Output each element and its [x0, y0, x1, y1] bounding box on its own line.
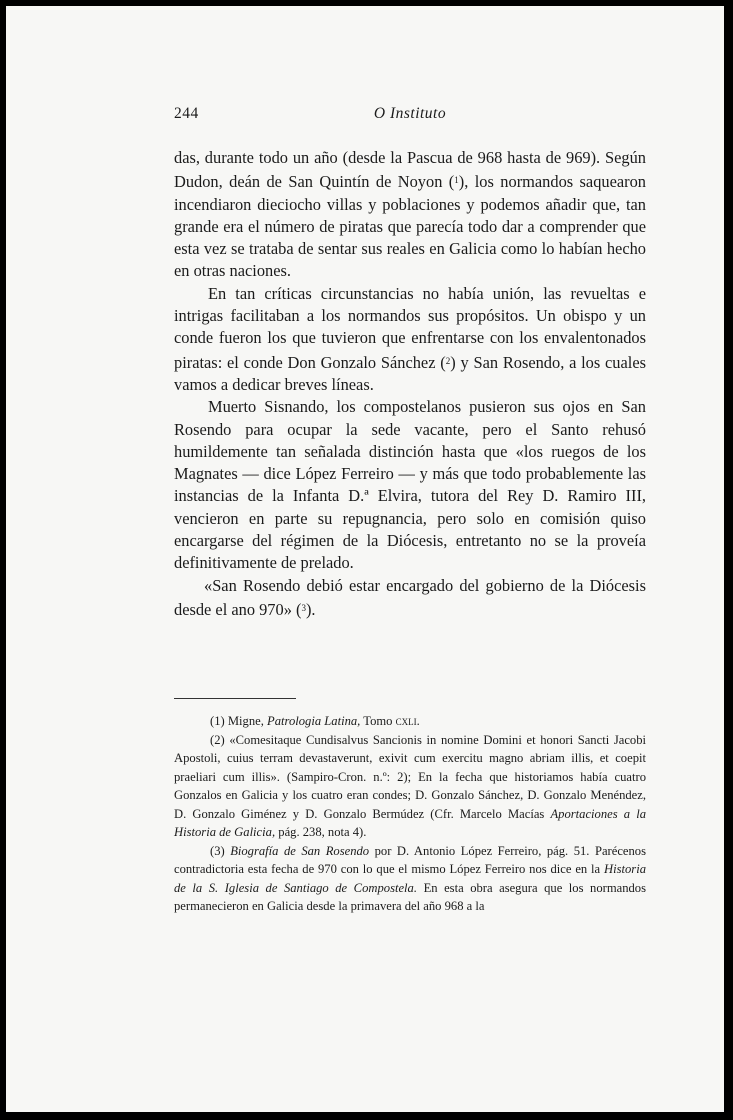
paragraph-3: Muerto Sisnando, los compostelanos pusieron sus ojos en San Rosendo para ocupar la sede vacante, pero el Santo rehusó humildemente tan señalada distinción hasta que «los ruegos de los Magnates — dice López Ferreiro — y más que todo probablemente las instancias de la Infanta D.ª Elvira, tutora del Rey D. Ramiro III, vencieron en parte su repugnancia, pero solo en comisión quiso encargarse del régimen de la Diócesis, entretanto no se la proveía definitivamente de prelado.	[174, 397, 646, 573]
footnote-separator	[174, 698, 296, 699]
paragraph-2: En tan críticas circunstancias no había unión, las revueltas e intrigas facilitaban a los normandos sus propósitos. Un obispo y un conde fueron los que tuvieron que enfrentarse con los envalentonados piratas: el conde Don Gonzalo Sánchez ($^2$) y San Rosendo, a los cuales vamos a dedicar breves líneas.	[174, 283, 646, 394]
footnote-mark: (3)	[210, 843, 225, 858]
footnotes	[174, 712, 646, 916]
footnote-1: (1) Migne, Patrologia Latina, Tomo cxli.	[210, 714, 420, 728]
footnote-2: (2) «Comesitaque Cundisalvus Sancionis in nomine Domini et honori Sancti Jacobi Apostoli, cuius terram devastaverunt, exivit cum exercitu magno abriam illis, et coepit praeliari cum illis». (Sampiro-Cron. n.º: 2); En la fecha que historiamos había cuatro Gonzalos en Galicia y los cuatro eran condes; D. Gonzalo Sánchez, D. Gonzalo Menéndez, D. Gonzalo Giménez y D. Gonzalo Bermúdez (Cfr. Marcelo Macías Aportaciones a la Historia de Galicia, pág. 238, nota 4).	[174, 732, 646, 839]
footnote-ref-3: 3	[301, 602, 306, 613]
footnote-ref-1: 1	[454, 175, 459, 186]
running-title: O Instituto	[373, 105, 447, 122]
paragraph-4: «San Rosendo debió estar encargado del gobierno de la Diócesis desde el ano 970» ($^3$).	[174, 575, 646, 619]
page-number: 244	[174, 105, 199, 122]
body-text	[174, 147, 646, 621]
footnote-mark: (1)	[210, 714, 225, 728]
footnote-3: (3) Biografía de San Rosendo por D. Antonio López Ferreiro, pág. 51. Parécenos contradictoria esta fecha de 970 con lo que el mismo López Ferreiro nos dice en la Historia de la S. Iglesia de Santiago de Compostela. En esta obra asegura que los normandos permanecieron en Galicia desde la primavera del año 968 a la	[174, 843, 647, 913]
running-header	[174, 105, 646, 125]
footnote-mark: (2)	[210, 732, 225, 747]
paragraph-1: das, durante todo un año (desde la Pascua de 968 hasta de 969). Según Dudon, deán de San Quintín de Noyon ($^1$), los normandos saquearon incendiaron dieciocho villas y poblaciones y podemos añadir que, tan grande era el número de piratas que parecía todo dar a comprender que esta vez se trataba de sentar sus reales en Galicia como lo habían hecho en otras naciones.	[174, 148, 646, 281]
footnote-ref-2: 2	[445, 355, 451, 366]
